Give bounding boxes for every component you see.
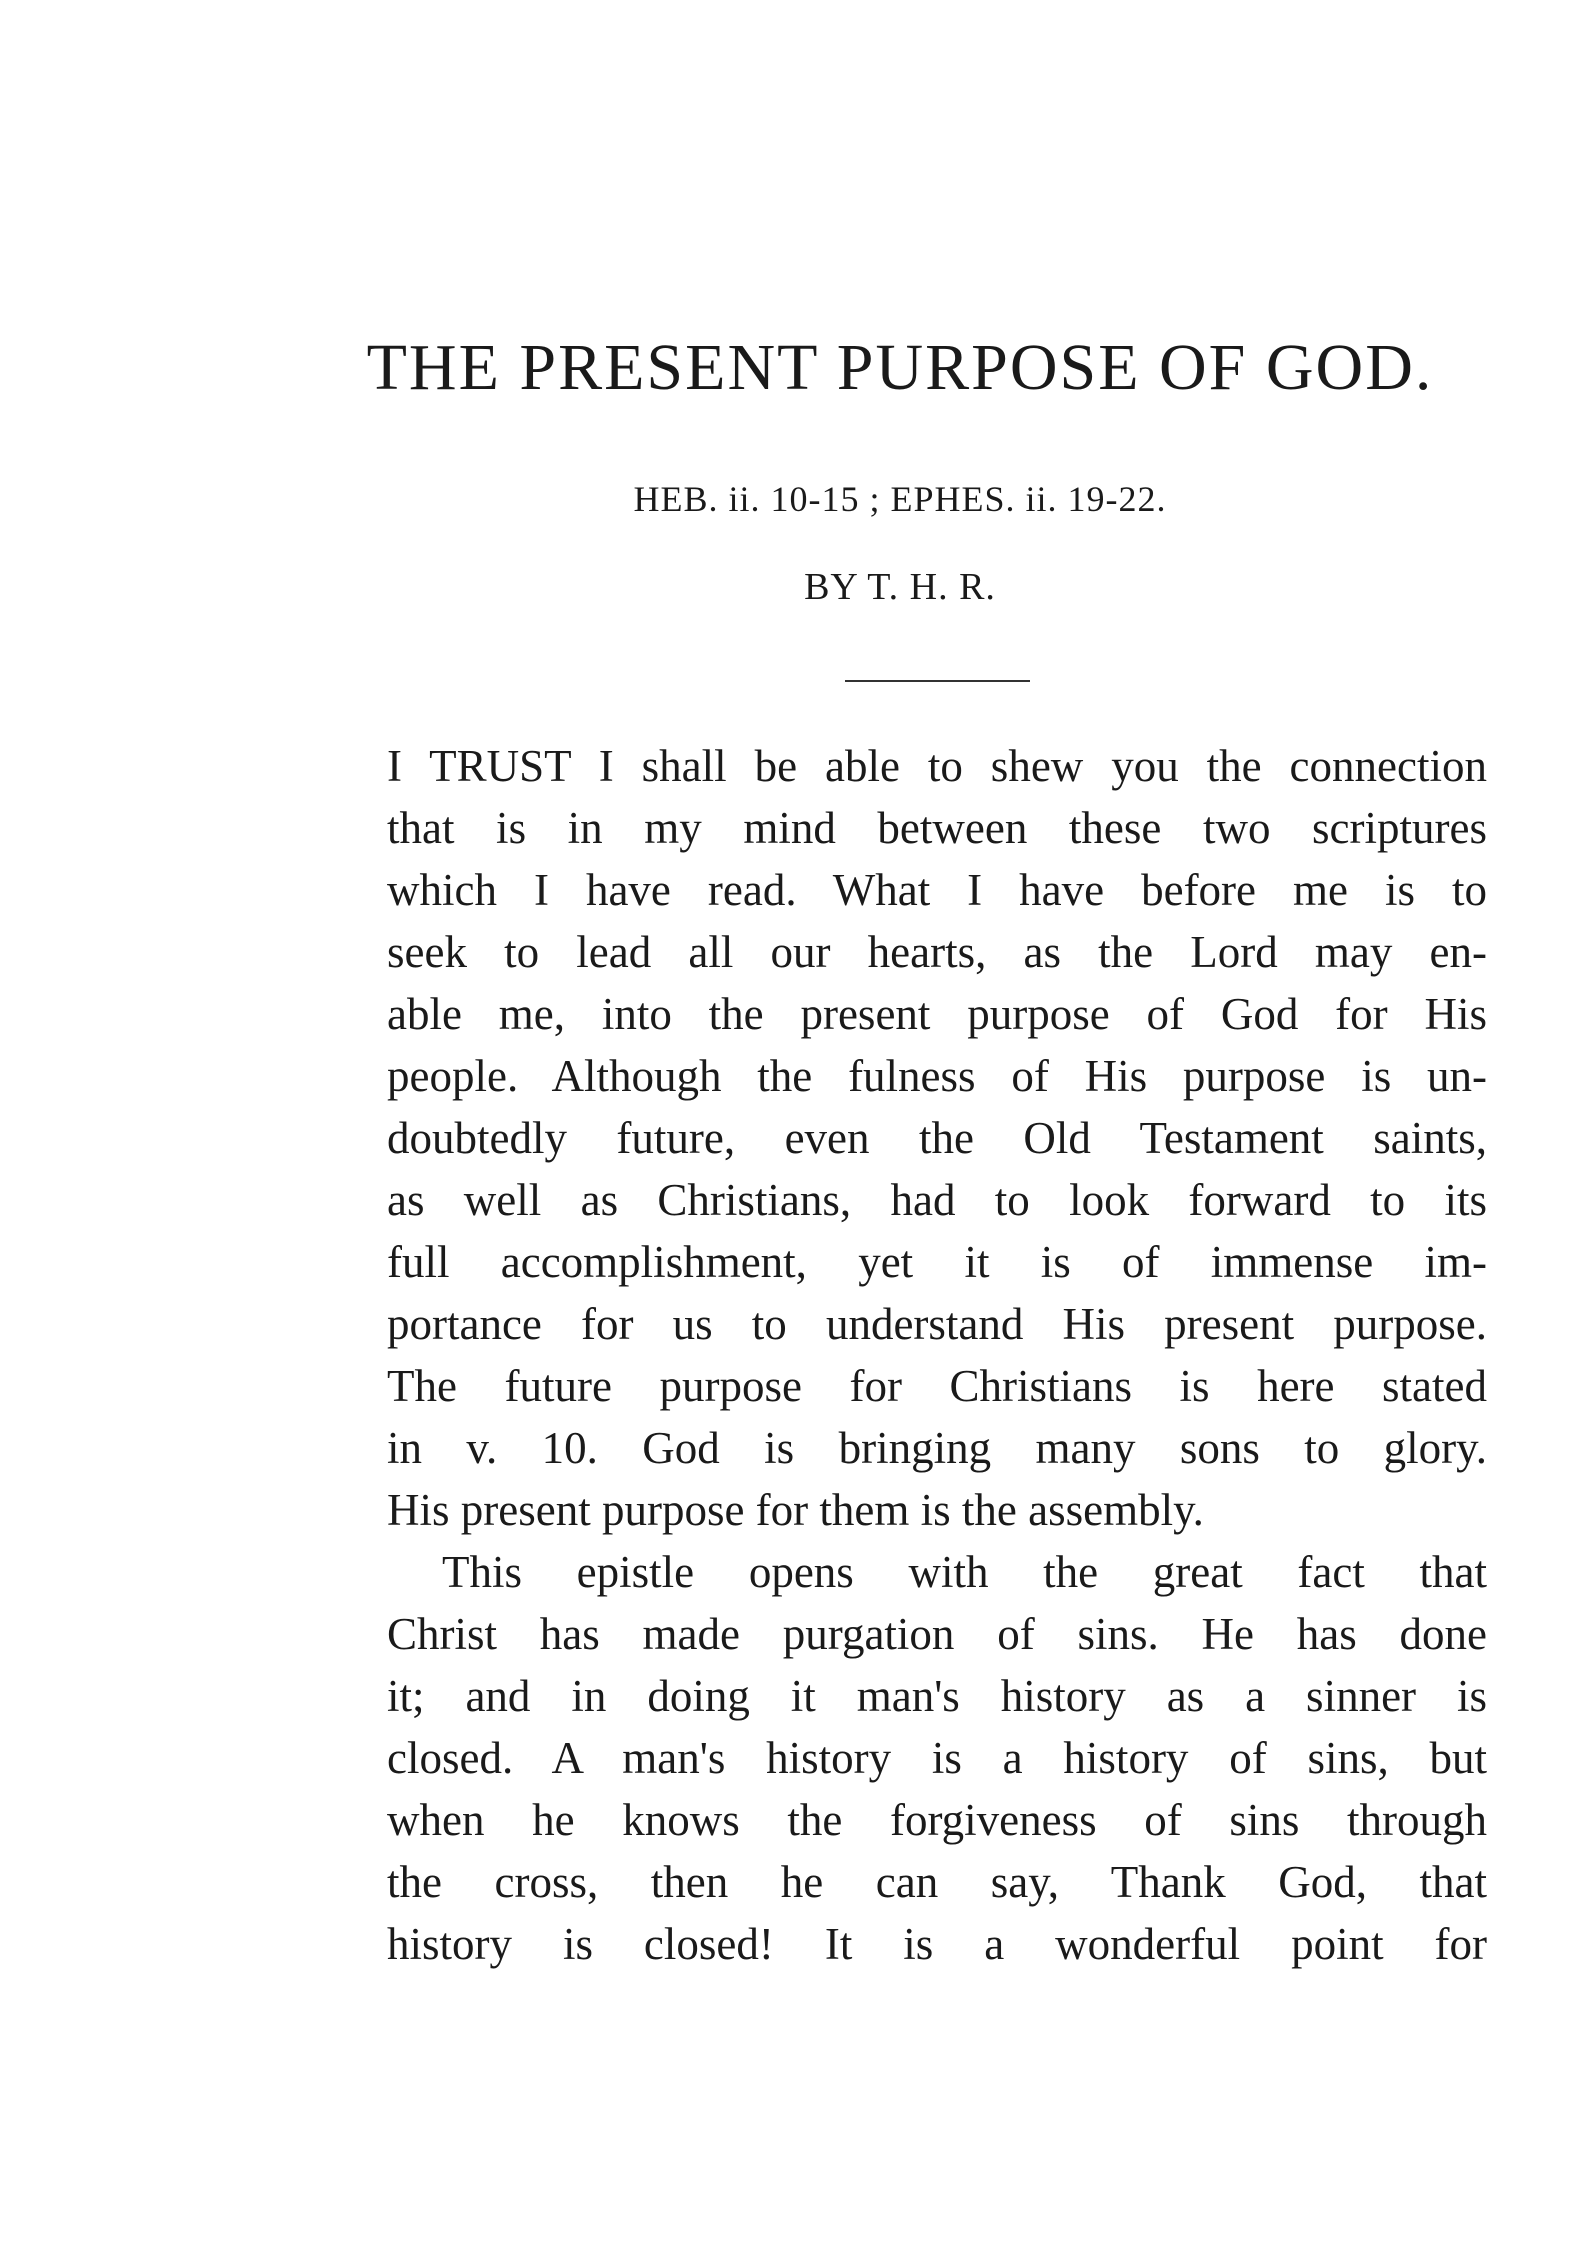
text-line: doubtedly future, even the Old Testament saints,: [387, 1113, 1487, 1163]
text-line: the cross, then he can say, Thank God, that: [387, 1857, 1487, 1907]
text-line: seek to lead all our hearts, as the Lord may en-: [387, 927, 1487, 977]
text-line: full accomplishment, yet it is of immense im-: [387, 1237, 1487, 1287]
text-line: The future purpose for Christians is here stated: [387, 1361, 1487, 1411]
text-line: able me, into the present purpose of God for His: [387, 989, 1487, 1039]
text-line: I TRUST I shall be able to shew you the connection: [387, 741, 1487, 791]
text-line: closed. A man's history is a history of sins, but: [387, 1733, 1487, 1783]
text-line: that is in my mind between these two scriptures: [387, 803, 1487, 853]
text-line: history is closed! It is a wonderful point for: [387, 1919, 1487, 1969]
text-line: This epistle opens with the great fact that: [442, 1547, 1487, 1597]
text-line: portance for us to understand His present purpose.: [387, 1299, 1487, 1349]
text-line: His present purpose for them is the assembly.: [387, 1485, 1204, 1535]
text-line: which I have read. What I have before me is to: [387, 865, 1487, 915]
text-line: when he knows the forgiveness of sins through: [387, 1795, 1487, 1845]
scripture-reference: HEB. ii. 10-15 ; EPHES. ii. 19-22.: [633, 479, 1167, 519]
section-divider: [845, 680, 1030, 682]
author-byline: BY T. H. R.: [804, 566, 996, 608]
text-line: as well as Christians, had to look forward to its: [387, 1175, 1487, 1225]
body-text: [387, 735, 1487, 1975]
text-line: it; and in doing it man's history as a sinner is: [387, 1671, 1487, 1721]
page-title: THE PRESENT PURPOSE OF GOD.: [366, 331, 1434, 404]
text-line: people. Although the fulness of His purpose is un-: [387, 1051, 1487, 1101]
text-line: in v. 10. God is bringing many sons to glory.: [387, 1423, 1487, 1473]
text-line: Christ has made purgation of sins. He has done: [387, 1609, 1487, 1659]
